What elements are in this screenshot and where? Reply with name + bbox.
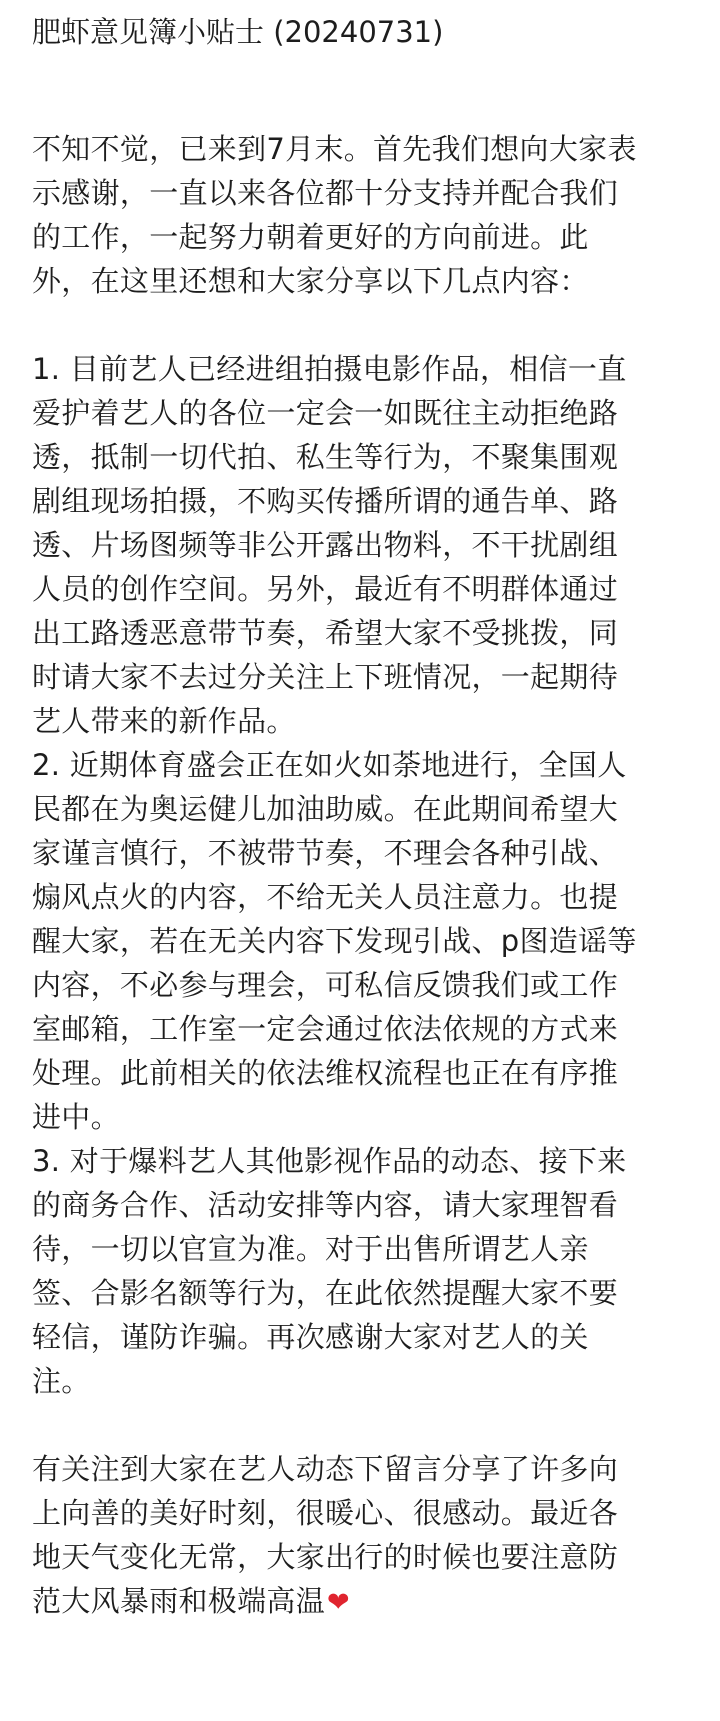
point1-line: 透、片场图频等非公开露出物料，不干扰剧组 [32,528,619,562]
point2-line: 醒大家，若在无关内容下发现引战、p图造谣等 [32,924,637,958]
point2-line: 家谨言慎行，不被带节奏，不理会各种引战、 [32,836,619,870]
point3-line: 待，一切以官宣为准。对于出售所谓艺人亲 [32,1232,589,1266]
point2-line: 进中。 [32,1100,120,1134]
point1-line: 时请大家不去过分关注上下班情况，一起期待 [32,660,619,694]
point3-line: 的商务合作、活动安排等内容，请大家理智看 [32,1188,619,1222]
point2-line: 煽风点火的内容，不给无关人员注意力。也提 [32,880,619,914]
point1-line: 剧组现场拍摄，不购买传播所谓的通告单、路 [32,484,619,518]
point3-line: 注。 [32,1364,91,1398]
point2-line: 民都在为奥运健儿加油助威。在此期间希望大 [32,792,619,826]
point1-line: 爱护着艺人的各位一定会一如既往主动拒绝路 [32,396,619,430]
closing-line: 地天气变化无常，大家出行的时候也要注意防 [32,1540,619,1574]
point1-line: 人员的创作空间。另外，最近有不明群体通过 [32,572,619,606]
closing-line: 范大风暴雨和极端高温 [32,1584,326,1618]
point1-line: 出工路透恶意带节奏，希望大家不受挑拨，同 [32,616,619,650]
closing-line: 有关注到大家在艺人动态下留言分享了许多向 [32,1452,619,1486]
point2-line: 处理。此前相关的依法维权流程也正在有序推 [32,1056,619,1090]
closing-line: 上向善的美好时刻，很暖心、很感动。最近各 [32,1496,619,1530]
point1-line: 透，抵制一切代拍、私生等行为，不聚集围观 [32,440,619,474]
point2-line: 内容，不必参与理会，可私信反馈我们或工作 [32,968,619,1002]
point2-line: 室邮箱，工作室一定会通过依法依规的方式来 [32,1012,619,1046]
point3-line: 3. 对于爆料艺人其他影视作品的动态、接下来 [32,1144,627,1178]
point1-line: 艺人带来的新作品。 [32,704,296,738]
note-title: 肥虾意见簿小贴士 (20240731) [32,15,444,49]
intro-line: 的工作，一起努力朝着更好的方向前进。此 [32,220,589,254]
intro-line: 外，在这里还想和大家分享以下几点内容： [32,264,589,298]
point2-line: 2. 近期体育盛会正在如火如荼地进行，全国人 [32,748,627,782]
red-heart-icon: ❤ [327,1587,350,1618]
intro-line: 示感谢，一直以来各位都十分支持并配合我们 [32,176,619,210]
point3-line: 签、合影名额等行为，在此依然提醒大家不要 [32,1276,619,1310]
intro-line: 不知不觉，已来到7月末。首先我们想向大家表 [32,132,637,166]
point3-line: 轻信，谨防诈骗。再次感谢大家对艺人的关 [32,1320,589,1354]
point1-line: 1. 目前艺人已经进组拍摄电影作品，相信一直 [32,352,627,386]
closing-last-line [32,1579,702,1623]
